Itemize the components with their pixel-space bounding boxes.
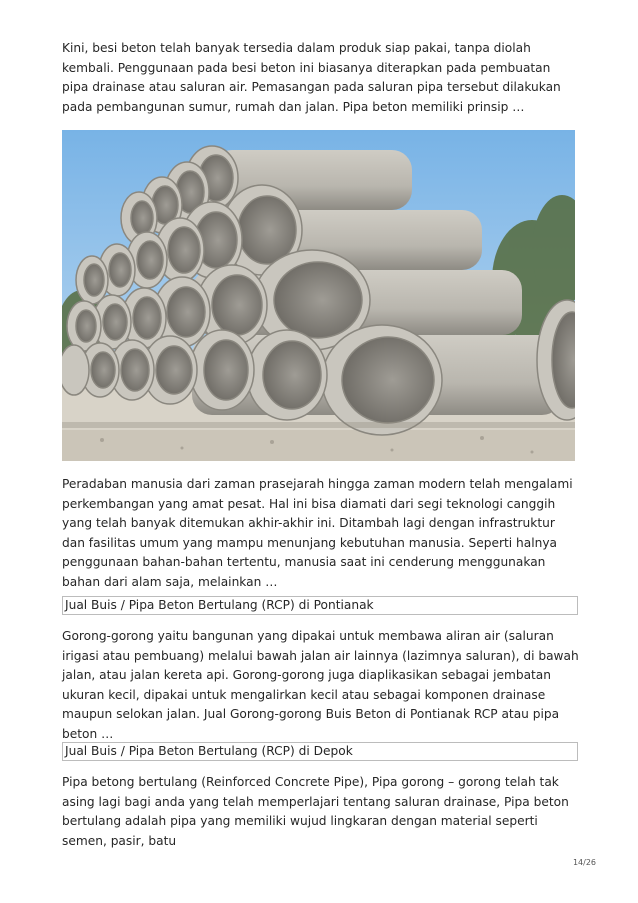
pontianak-article-link[interactable]: Jual Buis / Pipa Beton Bertulang (RCP) di Pontianak [62,596,578,615]
page-number: 14/26 [572,858,596,867]
concrete-pipes-photo [62,130,575,461]
depok-article-link[interactable]: Jual Buis / Pipa Beton Bertulang (RCP) di Depok [62,742,578,761]
intro-paragraph: Kini, besi beton telah banyak tersedia dalam produk siap pakai, tanpa diolah kembali. Penggunaan pada besi beton ini biasanya diterapkan pada pembuatan pipa drainase atau saluran air. Pemasangan pada saluran pipa tersebut dilakukan pada pembangunan sumur, rumah dan jalan. Pipa beton memiliki prinsip … [62,41,561,114]
gorong-gorong-paragraph: Gorong-gorong yaitu bangunan yang dipakai untuk membawa aliran air (saluran irigasi atau pembuang) melalui bawah jalan air lainnya (lazimnya saluran), di bawah jalan, atau jalan kereta api. Gorong-gorong juga diaplikasikan sebagai jembatan ukuran kecil, dipakai untuk mengalirkan kecil atau sebagai komponen drainase maupun selokan jalan. Jual Gorong-gorong Buis Beton di Pontianak RCP atau pipa beton … [62,629,579,741]
history-paragraph: Peradaban manusia dari zaman prasejarah hingga zaman modern telah mengalami perkembangan yang amat pesat. Hal ini bisa diamati dari segi teknologi canggih yang telah banyak ditemukan akhir-akhir ini. Ditambah lagi dengan infrastruktur dan fasilitas umum yang mampu menunjang kebutuhan manusia. Seperti halnya penggunaan bahan-bahan tertentu, manusia saat ini cenderung menggunakan bahan dari alam saja, melainkan … [62,477,573,589]
rcp-paragraph: Pipa betong bertulang (Reinforced Concrete Pipe), Pipa gorong – gorong telah tak asing lagi bagi anda yang telah memperlajari tentang saluran drainase, Pipa beton bertulang adalah pipa yang memiliki wujud lingkaran dengan material seperti semen, pasir, batu [62,775,569,848]
